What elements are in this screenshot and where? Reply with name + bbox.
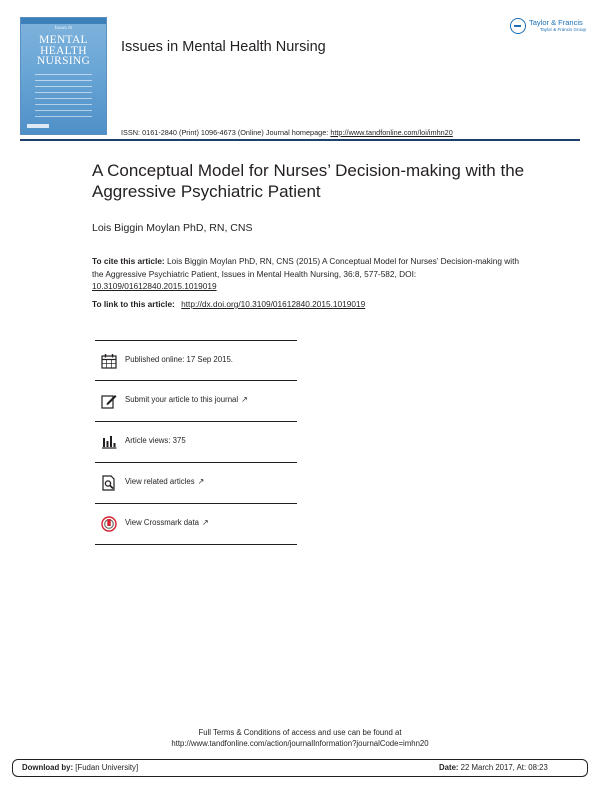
issn-line bbox=[121, 128, 453, 137]
cover-toc-line bbox=[35, 110, 92, 111]
publisher-logo[interactable] bbox=[510, 16, 587, 38]
cite-label: To cite this article: bbox=[92, 256, 165, 266]
citation-block bbox=[92, 255, 532, 293]
crossmark-row[interactable] bbox=[95, 504, 297, 545]
search-document-icon bbox=[101, 475, 117, 491]
cover-publisher-mark bbox=[27, 124, 49, 128]
cover-toc-line bbox=[35, 80, 92, 81]
crossmark-link[interactable] bbox=[125, 518, 209, 527]
external-link-icon: ↗ bbox=[197, 477, 205, 486]
related-row[interactable] bbox=[95, 463, 297, 504]
cover-word-1: MENTAL bbox=[39, 34, 88, 46]
cover-word-2: HEALTH bbox=[40, 44, 87, 57]
article-author: Lois Biggin Moylan PhD, RN, CNS bbox=[92, 222, 253, 234]
bar-chart-icon bbox=[101, 434, 117, 450]
date-label: Date: bbox=[439, 763, 459, 772]
published-row bbox=[95, 340, 297, 381]
header-divider bbox=[20, 139, 580, 141]
cover-toc-line bbox=[35, 86, 92, 87]
cite-text: Lois Biggin Moylan PhD, RN, CNS (2015) A Conceptual Model for Nurses’ Decision-making with the Aggressive Psychiatric Patient, Issues in Mental Health Nursing, 36:8, 577-582, DOI: bbox=[92, 256, 520, 279]
cover-journal-name bbox=[21, 35, 106, 67]
edit-icon bbox=[101, 393, 117, 409]
cover-journal-small: Issues In bbox=[54, 26, 73, 31]
crossmark-text: View Crossmark data bbox=[125, 518, 199, 527]
download-info-box bbox=[12, 759, 588, 777]
downloaded-by bbox=[22, 763, 138, 772]
submit-article-link[interactable] bbox=[125, 395, 248, 404]
journal-homepage-link[interactable]: http://www.tandfonline.com/loi/imhn20 bbox=[330, 128, 453, 137]
published-date: Published online: 17 Sep 2015. bbox=[125, 355, 233, 364]
crossmark-icon bbox=[101, 516, 117, 532]
terms-line: Full Terms & Conditions of access and use can be found at bbox=[198, 728, 402, 737]
cite-doi-link[interactable]: 10.3109/01612840.2015.1019019 bbox=[92, 281, 217, 291]
journal-title[interactable]: Issues in Mental Health Nursing bbox=[121, 39, 326, 55]
article-doi-url[interactable]: http://dx.doi.org/10.3109/01612840.2015.1019019 bbox=[181, 299, 366, 309]
related-articles-link[interactable] bbox=[125, 477, 204, 486]
cover-toc-line bbox=[35, 116, 92, 117]
cover-word-3: NURSING bbox=[36, 55, 91, 67]
article-views: Article views: 375 bbox=[125, 436, 186, 445]
cover-toc-line bbox=[35, 98, 92, 99]
submit-row[interactable] bbox=[95, 381, 297, 422]
cover-toc-line bbox=[35, 104, 92, 105]
cover-top-band bbox=[21, 18, 106, 24]
issn-text: ISSN: 0161-2840 (Print) 1096-4673 (Online) Journal homepage: bbox=[121, 128, 331, 137]
article-link-line bbox=[92, 299, 365, 309]
submit-article-text: Submit your article to this journal bbox=[125, 395, 239, 404]
link-label: To link to this article: bbox=[92, 299, 178, 309]
publisher-name: Taylor & Francis bbox=[529, 18, 583, 27]
terms-url[interactable]: http://www.tandfonline.com/action/journalInformation?journalCode=imhn20 bbox=[171, 739, 429, 748]
journal-cover-image bbox=[20, 17, 107, 135]
publisher-logo-icon bbox=[510, 18, 526, 34]
download-date bbox=[439, 763, 548, 772]
views-row bbox=[95, 422, 297, 463]
external-link-icon: ↗ bbox=[201, 518, 209, 527]
cover-toc-line bbox=[35, 92, 92, 93]
article-info-list bbox=[95, 340, 297, 545]
related-articles-text: View related articles bbox=[125, 477, 195, 486]
publisher-sub: Taylor & Francis Group bbox=[540, 27, 587, 32]
downloaded-label: Download by: bbox=[22, 763, 74, 772]
terms-footer bbox=[0, 727, 600, 749]
date-value: 22 March 2017, At: 08:23 bbox=[458, 763, 548, 772]
downloaded-value: [Fudan University] bbox=[73, 763, 139, 772]
article-title: A Conceptual Model for Nurses’ Decision-making with the Aggressive Psychiatric Patient bbox=[92, 161, 525, 201]
calendar-icon bbox=[101, 353, 117, 369]
cover-toc-line bbox=[35, 74, 92, 75]
external-link-icon: ↗ bbox=[241, 395, 248, 404]
